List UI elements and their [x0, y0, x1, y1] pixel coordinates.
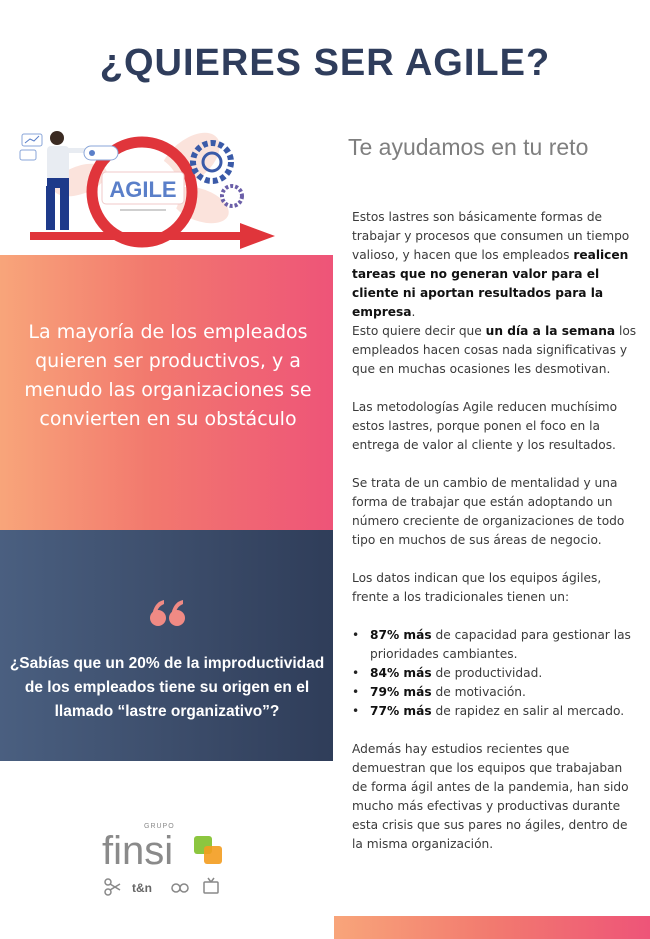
highlight-text: La mayoría de los empleados quieren ser productivos, y a menudo las organizaciones se convierten en su obstáculo [24, 321, 312, 430]
chat-bubble-icon [84, 146, 118, 160]
logo-group-label: GRUPO [144, 823, 175, 830]
tv-icon [204, 878, 218, 893]
agile-illustration [0, 120, 332, 255]
paragraph-4: Se trata de un cambio de mentalidad y una forma de trabajar que están adoptando un número creciente de organizaciones de todo tipo en muchos de sus áreas de negocio. [352, 476, 625, 547]
paragraph-5: Los datos indican que los equipos ágiles, frente a los tradicionales tienen un: [352, 571, 602, 604]
section-subtitle: Te ayudamos en tu reto [348, 134, 589, 160]
page-title: ¿QUIERES SER AGILE? [99, 42, 551, 84]
chart-card-icon [22, 134, 42, 146]
gear-small-icon [222, 186, 242, 206]
scissors-icon [105, 879, 120, 895]
question-text: ¿Sabías que un 20% de la improductividad de los empleados tiene su origen en el llamado “lastre organizativo”? [9, 655, 325, 720]
agile-badge: AGILE [109, 177, 177, 202]
stats-list [352, 626, 637, 721]
logo-brand: finsi [102, 829, 174, 873]
bubble-icon [172, 884, 188, 892]
paragraph-3: Las metodologías Agile reducen muchísimo estos lastres, porque ponen el foco en la entrega de valor al cliente y los resultados. [352, 400, 618, 452]
list-item: • 79% más de motivación. [352, 683, 637, 702]
quote-icon [148, 596, 188, 628]
paragraph-2: Esto quiere decir que un día a la semana los empleados hacen cosas nada significativas y que en muchas ocasiones les desmotivan. [352, 324, 637, 376]
logo-sub: t&n [132, 881, 152, 895]
finsi-logo [96, 818, 236, 908]
footer-bar [334, 916, 650, 939]
list-item: • 77% más de rapidez en salir al mercado. [352, 702, 637, 721]
list-item: • 84% más de productividad. [352, 664, 637, 683]
list-item: • 87% más de capacidad para gestionar las prioridades cambiantes. [352, 626, 637, 664]
paragraph-6: Además hay estudios recientes que demuestran que los equipos que trabajaban de forma ágil antes de la pandemia, han sido mucho más efectivas y productivas durante esta crisis que sus pares no ágiles, dentro de la misma organización. [352, 742, 629, 851]
question-block [0, 530, 333, 761]
paragraph-1: Estos lastres son básicamente formas de trabajar y procesos que consumen un tiempo valioso, y hacen que los empleados realicen tareas que no generan valor para el cliente ni aportan resultados para la empresa. [352, 210, 630, 319]
